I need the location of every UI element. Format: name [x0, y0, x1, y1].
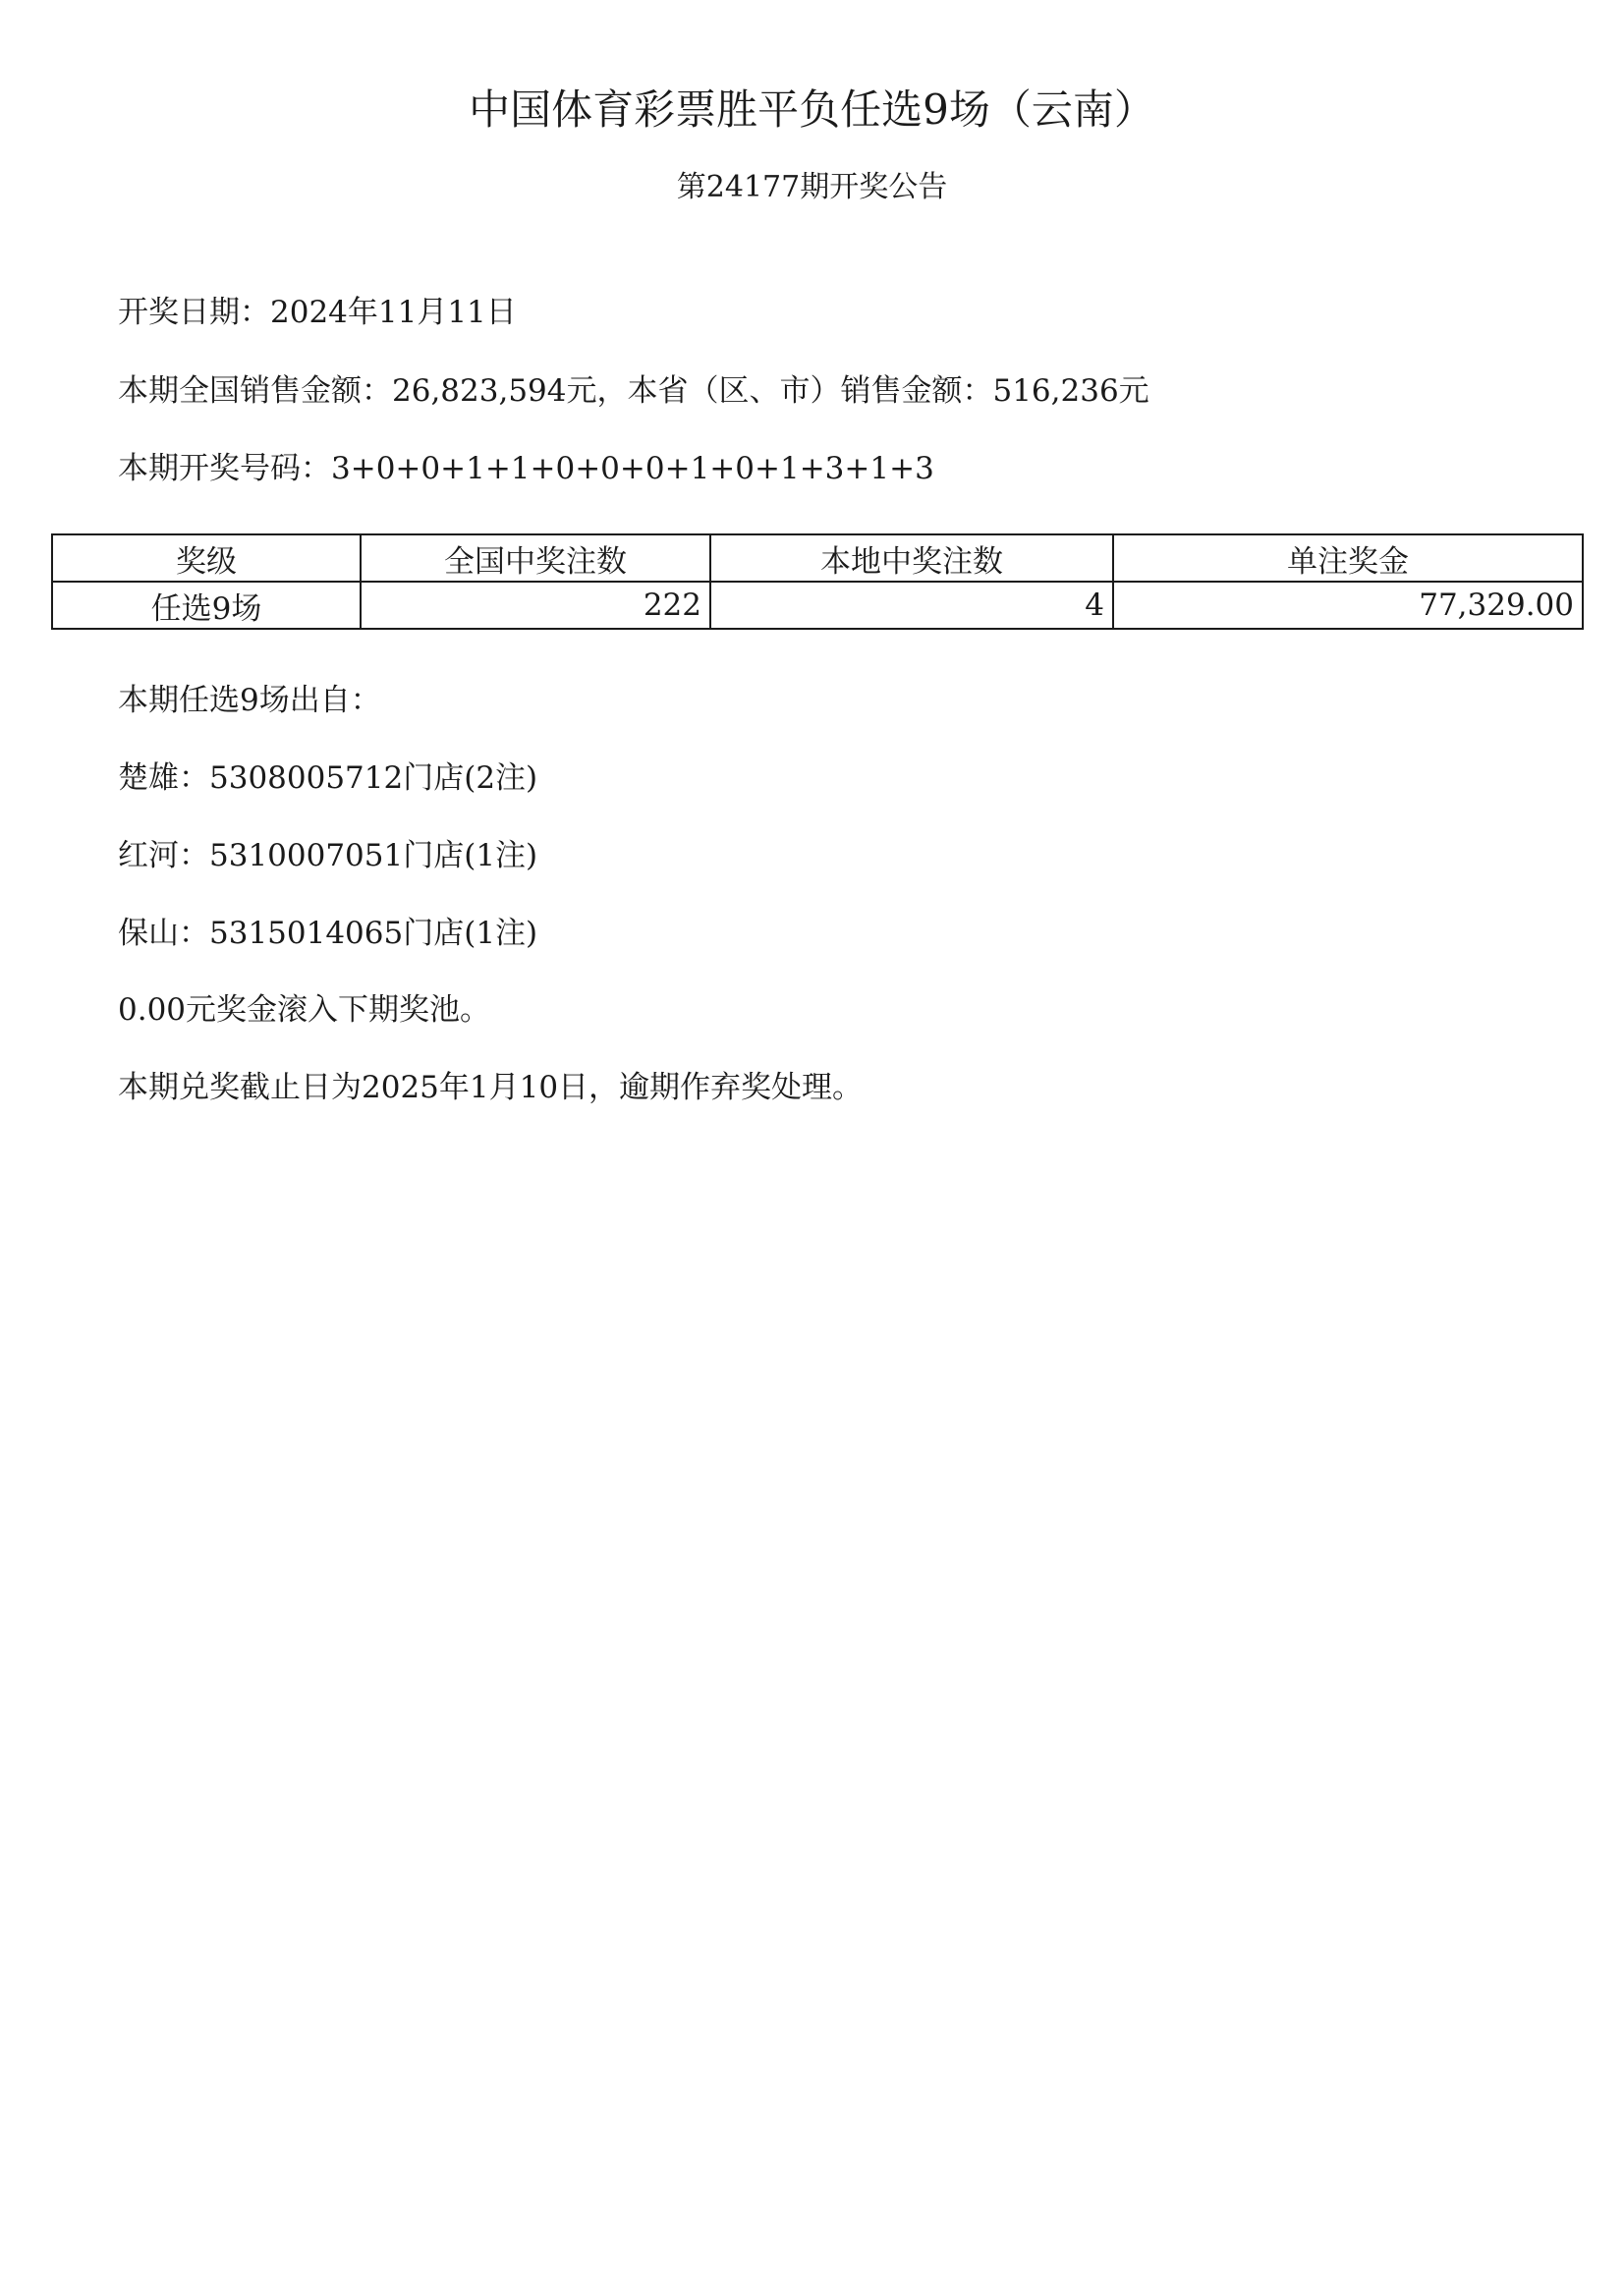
cell-national-winners: 222	[361, 582, 710, 629]
table-header-row	[52, 534, 1583, 582]
header-national-winners: 全国中奖注数	[361, 534, 710, 582]
prize-table	[51, 533, 1584, 630]
header-prize-level: 奖级	[52, 534, 361, 582]
winner-item: 楚雄：5308005712门店(2注)	[118, 760, 538, 796]
draw-numbers: 本期开奖号码：3+0+0+1+1+0+0+0+1+0+1+3+1+3	[118, 451, 934, 486]
cell-prize-level: 任选9场	[52, 582, 361, 629]
page-subtitle: 第24177期开奖公告	[676, 170, 948, 204]
cell-local-winners: 4	[710, 582, 1113, 629]
winner-item: 保山：5315014065门店(1注)	[118, 916, 538, 951]
claim-deadline: 本期兑奖截止日为2025年1月10日，逾期作弃奖处理。	[118, 1070, 864, 1105]
page-title: 中国体育彩票胜平负任选9场（云南）	[469, 85, 1155, 134]
rollover-note: 0.00元奖金滚入下期奖池。	[118, 992, 491, 1028]
table-row	[52, 582, 1583, 629]
header-prize-amount: 单注奖金	[1113, 534, 1583, 582]
winners-intro: 本期任选9场出自：	[118, 683, 381, 718]
header-local-winners: 本地中奖注数	[710, 534, 1113, 582]
winner-item: 红河：5310007051门店(1注)	[118, 838, 538, 873]
draw-date: 开奖日期：2024年11月11日	[118, 295, 517, 330]
cell-prize-amount: 77,329.00	[1113, 582, 1583, 629]
sales-amount: 本期全国销售金额：26,823,594元，本省（区、市）销售金额：516,236元	[118, 373, 1149, 409]
